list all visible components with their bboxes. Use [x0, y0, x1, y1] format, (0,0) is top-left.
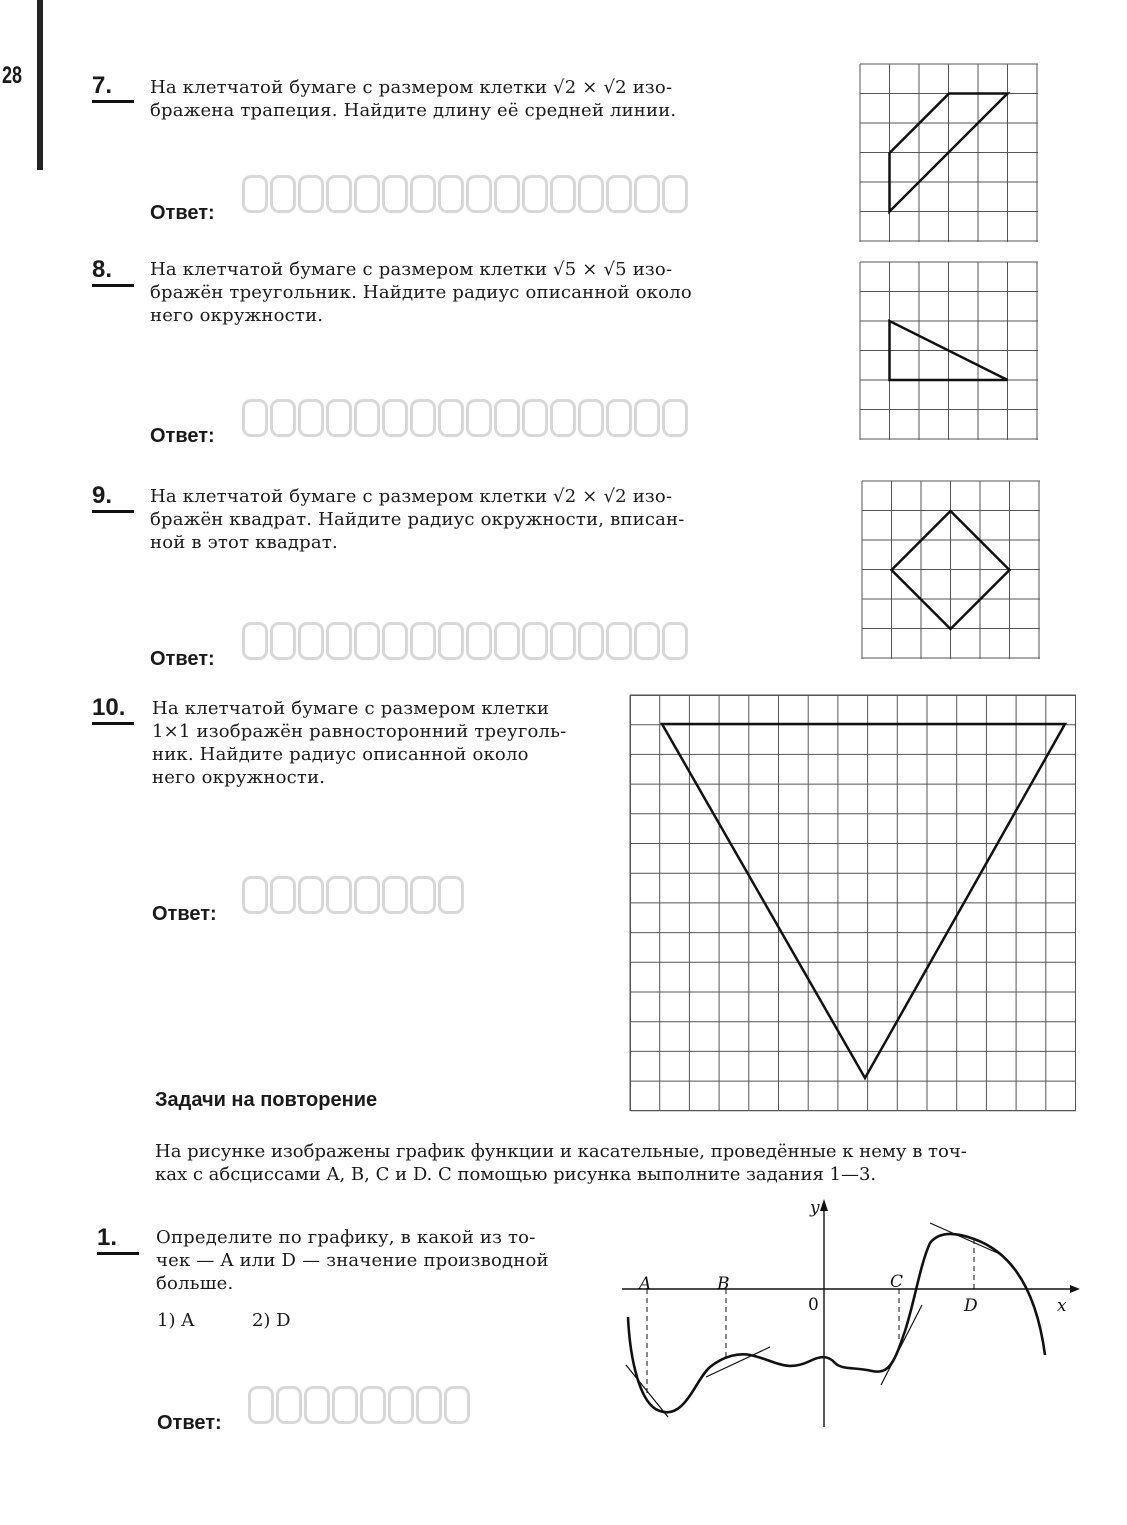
answer-cell[interactable]: [382, 876, 408, 914]
option-2[interactable]: 2) D: [251, 1310, 291, 1331]
answer-cell[interactable]: [606, 175, 632, 213]
answer-cell[interactable]: [438, 399, 464, 437]
answer-cell[interactable]: [466, 399, 492, 437]
task-text-line: бражён квадрат. Найдите радиус окружности, вписан-: [150, 509, 685, 530]
answer-cell[interactable]: [578, 175, 604, 213]
answer-cell[interactable]: [410, 876, 436, 914]
answer-cell[interactable]: [242, 175, 268, 213]
answer-cell[interactable]: [494, 622, 520, 660]
task-text-line: ник. Найдите радиус описанной около: [152, 744, 529, 765]
answer-cell[interactable]: [634, 175, 660, 213]
task-number: 7.: [92, 72, 113, 99]
answer-cell[interactable]: [466, 175, 492, 213]
answer-cell[interactable]: [662, 175, 688, 213]
task-number-underline: [92, 510, 134, 513]
answer-label: Ответ:: [150, 202, 215, 224]
answer-cell[interactable]: [522, 175, 548, 213]
page-number: 28: [2, 62, 23, 89]
answer-cell[interactable]: [354, 876, 380, 914]
y-axis-label: y: [810, 1198, 820, 1218]
function-graph: [610, 1195, 1080, 1435]
review-task-1-text: [156, 1226, 590, 1295]
answer-cell[interactable]: [634, 622, 660, 660]
task-number: 9.: [92, 482, 113, 509]
equilateral-triangle-shape: [662, 724, 1065, 1078]
task-10-number-block: [92, 694, 136, 725]
answer-cell[interactable]: [578, 399, 604, 437]
intro-line: На рисунке изображены график функции и касательные, проведённые к нему в точ-: [155, 1141, 967, 1162]
answer-cell[interactable]: [438, 175, 464, 213]
answer-cell[interactable]: [326, 622, 352, 660]
section-title: Задачи на повторение: [155, 1089, 378, 1111]
task-text-line: ной в этот квадрат.: [150, 532, 338, 553]
answer-cell[interactable]: [662, 399, 688, 437]
y-axis-arrow-icon: [820, 1199, 828, 1211]
answer-cell[interactable]: [242, 876, 268, 914]
task-text-line: На клетчатой бумаге с размером клетки √2 × √2 изо-: [150, 486, 673, 507]
task-number: 1.: [97, 1224, 118, 1251]
margin-bar: [37, 0, 43, 170]
answer-cell[interactable]: [466, 622, 492, 660]
task-text-line: бражена трапеция. Найдите длину её средней линии.: [150, 100, 677, 121]
intro-line: ках с абсциссами A, B, C и D. С помощью рисунка выполните задания 1—3.: [155, 1164, 877, 1185]
answer-cell[interactable]: [606, 622, 632, 660]
grid-line-path: [630, 695, 1076, 1111]
answer-cell[interactable]: [276, 1386, 302, 1424]
tangent-D: [930, 1223, 1002, 1255]
answer-cell[interactable]: [550, 399, 576, 437]
task-8-number-block: [92, 256, 136, 287]
answer-cell[interactable]: [354, 399, 380, 437]
answer-cell[interactable]: [438, 876, 464, 914]
task-9-text: [150, 485, 756, 554]
task-10-text: [152, 697, 600, 789]
answer-cell[interactable]: [382, 175, 408, 213]
function-curve: [628, 1234, 1045, 1412]
task-number-underline: [92, 100, 134, 103]
answer-cell[interactable]: [388, 1386, 414, 1424]
answer-cell[interactable]: [550, 622, 576, 660]
answer-cell[interactable]: [298, 399, 324, 437]
answer-cell[interactable]: [360, 1386, 386, 1424]
answer-cell[interactable]: [354, 175, 380, 213]
answer-cell[interactable]: [634, 399, 660, 437]
answer-10-cells[interactable]: [242, 876, 464, 914]
answer-cell[interactable]: [270, 175, 296, 213]
task-number: 10.: [92, 694, 126, 721]
answer-cell[interactable]: [354, 622, 380, 660]
answer-cell[interactable]: [522, 622, 548, 660]
task-text-line: 1×1 изображён равносторонний треуголь-: [152, 721, 567, 742]
answer-cell[interactable]: [410, 399, 436, 437]
task-text-line: него окружности.: [152, 767, 326, 788]
task-text-line: бражён треугольник. Найдите радиус описанной около: [150, 282, 692, 303]
review-intro: [155, 1140, 1045, 1186]
task-text-line: На клетчатой бумаге с размером клетки: [152, 698, 550, 719]
answer-7-cells[interactable]: [242, 175, 688, 213]
task-text-line: больше.: [156, 1273, 234, 1294]
answer-cell[interactable]: [382, 399, 408, 437]
answer-label: Ответ:: [150, 425, 215, 447]
answer-cell[interactable]: [270, 399, 296, 437]
point-C-label: C: [890, 1272, 904, 1292]
answer-cell[interactable]: [298, 876, 324, 914]
answer-9-cells[interactable]: [242, 622, 688, 660]
answer-cell[interactable]: [410, 622, 436, 660]
task-7-text: [150, 76, 756, 122]
task-text-line: На клетчатой бумаге с размером клетки √5 × √5 изо-: [150, 259, 673, 280]
tangent-C: [881, 1305, 922, 1385]
answer-cell[interactable]: [606, 399, 632, 437]
task-7-grid-figure: [860, 64, 1038, 242]
answer-cell[interactable]: [410, 175, 436, 213]
answer-cell[interactable]: [248, 1386, 274, 1424]
answer-label: Ответ:: [152, 903, 217, 925]
answer-cell[interactable]: [438, 622, 464, 660]
task-9-grid-figure: [862, 481, 1040, 659]
answer-cell[interactable]: [494, 175, 520, 213]
answer-cell[interactable]: [242, 399, 268, 437]
option-1[interactable]: 1) A: [157, 1310, 195, 1331]
x-axis-arrow-icon: [1070, 1285, 1080, 1293]
task-number-underline: [92, 722, 134, 725]
task-7-number-block: [92, 72, 136, 103]
task-number-underline: [97, 1252, 139, 1255]
grid-lines: [630, 695, 1076, 1111]
x-axis-label: x: [1057, 1296, 1067, 1316]
answer-cell[interactable]: [578, 622, 604, 660]
task-9-number-block: [92, 482, 136, 513]
answer-cell[interactable]: [326, 876, 352, 914]
task-10-grid-figure: [630, 695, 1076, 1111]
answer-cell[interactable]: [416, 1386, 442, 1424]
answer-cell[interactable]: [662, 622, 688, 660]
task-number-underline: [92, 284, 134, 287]
answer-cell[interactable]: [326, 399, 352, 437]
answer-cell[interactable]: [304, 1386, 330, 1424]
answer-cell[interactable]: [298, 175, 324, 213]
answer-8-cells[interactable]: [242, 399, 688, 437]
task-text-line: него окружности.: [150, 305, 324, 326]
point-A-label: A: [639, 1274, 652, 1294]
answer-cell[interactable]: [444, 1386, 470, 1424]
answer-review-cells[interactable]: [248, 1386, 470, 1424]
task-8-grid-figure: [860, 262, 1038, 440]
answer-options: [157, 1310, 343, 1331]
answer-cell[interactable]: [522, 399, 548, 437]
answer-cell[interactable]: [270, 876, 296, 914]
answer-cell[interactable]: [382, 622, 408, 660]
answer-cell[interactable]: [332, 1386, 358, 1424]
answer-cell[interactable]: [550, 175, 576, 213]
task-text-line: чек — A или D — значение производной: [156, 1250, 549, 1271]
task-text-line: Определите по графику, в какой из то-: [156, 1227, 536, 1248]
answer-label: Ответ:: [150, 648, 215, 670]
grid-lines: [862, 481, 1040, 659]
answer-cell[interactable]: [494, 399, 520, 437]
answer-cell[interactable]: [298, 622, 324, 660]
answer-cell[interactable]: [270, 622, 296, 660]
review-task-1-number-block: [97, 1224, 141, 1255]
point-D-label: D: [964, 1296, 978, 1316]
answer-cell[interactable]: [326, 175, 352, 213]
answer-cell[interactable]: [242, 622, 268, 660]
answer-label: Ответ:: [157, 1412, 222, 1434]
origin-label: 0: [808, 1295, 819, 1315]
task-8-text: [150, 258, 756, 327]
task-text-line: На клетчатой бумаге с размером клетки √2 × √2 изо-: [150, 77, 673, 98]
task-number: 8.: [92, 256, 113, 283]
tangent-lines: [626, 1223, 1002, 1417]
point-B-label: B: [717, 1274, 730, 1294]
